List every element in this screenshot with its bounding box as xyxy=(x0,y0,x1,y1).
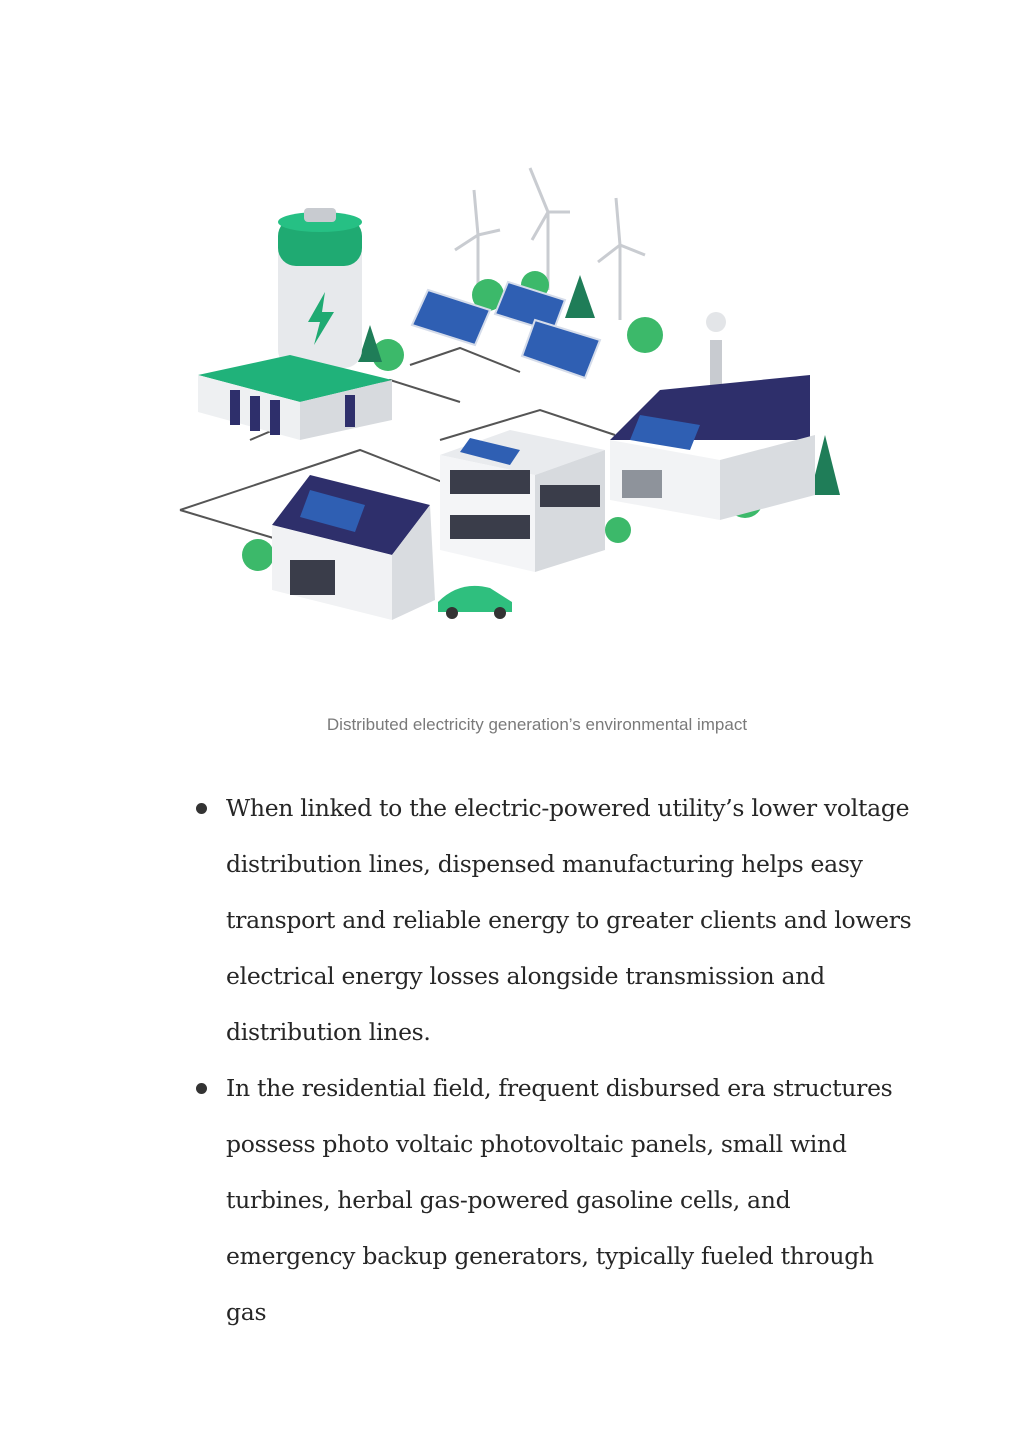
office-building xyxy=(440,430,605,572)
bullet-text: When linked to the electric-powered utility’s lower voltage distribution lines, dispensed manufacturing helps easy transport and reliable energy to greater clients and lowers electrical energy losses alongside transmission and distribution lines. xyxy=(226,794,912,1046)
bullet-icon xyxy=(196,1083,207,1094)
solar-panel-field xyxy=(412,282,600,378)
battery-storage-icon xyxy=(278,208,362,368)
figure-caption: Distributed electricity generation’s environmental impact xyxy=(326,715,748,734)
house-building xyxy=(272,475,435,620)
list-item xyxy=(196,780,916,1060)
bullet-list xyxy=(196,780,916,1340)
list-item xyxy=(196,1060,916,1340)
distributed-energy-illustration xyxy=(160,140,880,640)
battery-modules xyxy=(198,355,392,440)
bullet-icon xyxy=(196,803,207,814)
electric-car-icon xyxy=(438,586,512,619)
bullet-text: In the residential field, frequent disbursed era structures possess photo voltaic photovoltaic panels, small wind turbines, herbal gas-powered gasoline cells, and emergency backup generators, typically fueled through gas xyxy=(226,1074,893,1326)
